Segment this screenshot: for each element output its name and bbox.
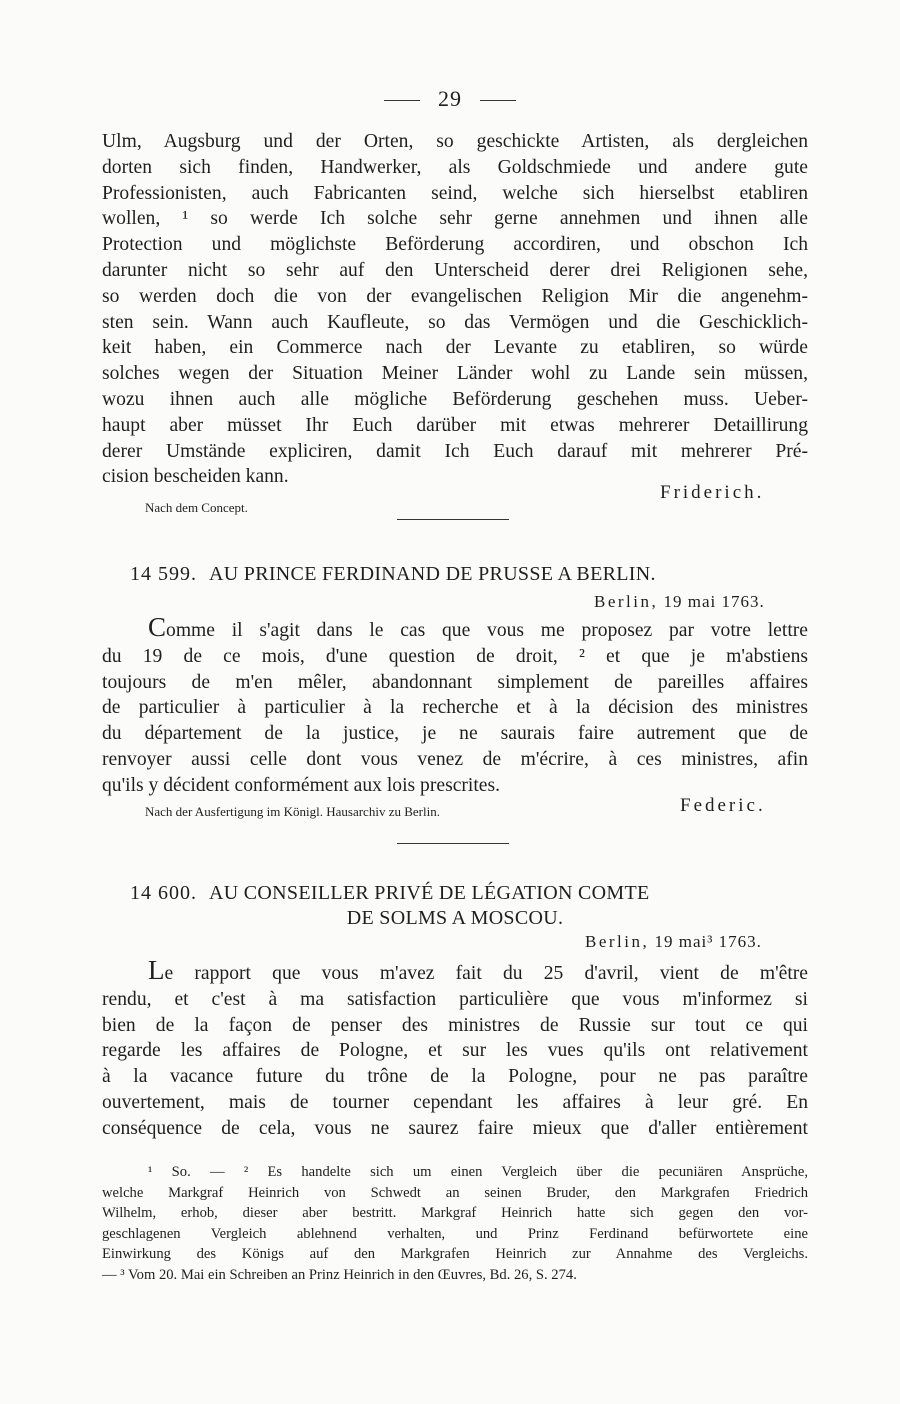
letter-number: 14 600. (130, 882, 197, 904)
text-line: rendu, et c'est à ma satisfaction particulière que vous m'informez si (102, 988, 808, 1010)
text-line: haupt aber müsset Ihr Euch darüber mit etwas mehrerer Detaillirung (102, 414, 808, 436)
continued-letter-text (102, 129, 808, 490)
text-line: darunter nicht so sehr auf den Unterscheid derer drei Religionen sehe, (102, 259, 808, 281)
letter-title: AU CONSEILLER PRIVÉ DE LÉGATION COMTE (209, 882, 650, 904)
text-line-content: omme il s'agit dans le cas que vous me proposez par votre lettre (166, 620, 808, 641)
dateline-place: Berlin, (585, 932, 650, 951)
text-line: so werden doch die von der evangelischen Religion Mir die angenehm- (102, 285, 808, 307)
text-line: toujours de m'en mêler, abandonnant simplement de pareilles affaires (102, 671, 808, 693)
text-line-content: e rapport que vous m'avez fait du 25 d'avril, vient de m'être (164, 963, 808, 984)
letter-text (102, 612, 808, 799)
source-note: Nach der Ausfertigung im Königl. Hausarchiv zu Berlin. (145, 804, 440, 819)
letter-title-line2: DE SOLMS A MOSCOU. (346, 907, 564, 929)
footnote-line: Wilhelm, erhob, dieser aber bestritt. Markgraf Heinrich hatte sich gegen den vor- (102, 1205, 808, 1222)
footnotes (102, 1162, 808, 1286)
page-number: 29 (438, 86, 462, 111)
footnote-line: ¹ So. — ² Es handelte sich um einen Vergleich über die pecuniären Ansprüche, (148, 1164, 808, 1180)
text-line: sten sein. Wann auch Kaufleute, so das Vermögen und die Geschicklich- (102, 311, 808, 333)
initial-letter: L (148, 955, 165, 985)
text-line: du département de la justice, je ne saurais faire autrement que de (102, 723, 808, 745)
letter-number: 14 599. (130, 563, 197, 585)
text-line: ouvertement, mais de tourner cependant les affaires à leur gré. En (102, 1091, 808, 1113)
text-line: du 19 de ce mois, d'une question de droit, ² et que je m'abstiens (102, 645, 808, 667)
letter-text (102, 955, 808, 1142)
text-line: regarde les affaires de Pologne, et sur les vues qu'ils ont relativement (102, 1040, 808, 1062)
dateline-date: 19 mai³ 1763. (654, 932, 762, 951)
text-line: conséquence de cela, vous ne saurez faire mieux que d'aller entièrement (102, 1117, 808, 1139)
text-line: Professionisten, auch Fabricanten seind, welche sich hierselbst etabliren (102, 182, 808, 204)
letter-heading (130, 562, 780, 587)
text-line: Ulm, Augsburg und der Orten, so geschickte Artisten, als dergleichen (102, 131, 808, 152)
letter-title: AU PRINCE FERDINAND DE PRUSSE A BERLIN. (209, 563, 656, 585)
text-line (102, 612, 808, 644)
letter-heading (130, 881, 780, 931)
text-line: à la vacance future du trône de la Pologne, pour ne pas paraître (102, 1066, 808, 1088)
text-line: qu'ils y décident conformément aux lois prescrites. (102, 774, 501, 796)
text-line: solches wegen der Situation Meiner Länder wohl zu Lande sein müssen, (102, 363, 808, 385)
header-dash-right (480, 100, 516, 101)
source-note: Nach dem Concept. (145, 500, 248, 515)
section-divider (397, 519, 509, 520)
text-line: wozu ihnen auch alle mögliche Beförderung geschehen muss. Ueber- (102, 388, 808, 410)
footnote-line: welche Markgraf Heinrich von Schwedt an seinen Bruder, den Markgrafen Friedrich (102, 1184, 808, 1201)
text-line: Protection und möglichste Beförderung accordiren, und obschon Ich (102, 234, 808, 256)
signature: Friderich. (660, 482, 765, 503)
text-line: dorten sich finden, Handwerker, als Goldschmiede und andere gute (102, 156, 808, 178)
page-header (0, 86, 900, 112)
dateline-place: Berlin, (594, 592, 659, 611)
text-line: renvoyer aussi celle dont vous venez de m'écrire, à ces ministres, afin (102, 748, 808, 770)
footnote-line: — ³ Vom 20. Mai ein Schreiben an Prinz Heinrich in den Œuvres, Bd. 26, S. 274. (102, 1266, 577, 1283)
text-line: cision bescheiden kann. (102, 466, 289, 488)
text-line: bien de la façon de penser des ministres de Russie sur tout ce qui (102, 1014, 808, 1036)
text-line: derer Umstände expliciren, damit Ich Euch darauf mit mehrerer Pré- (102, 440, 808, 462)
text-line: de particulier à particulier à la recherche et à la décision des ministres (102, 697, 808, 719)
signature: Federic. (680, 795, 766, 816)
dateline-date: 19 mai 1763. (663, 592, 765, 611)
header-dash-left (384, 100, 420, 101)
text-line: keit haben, ein Commerce nach der Levante zu etabliren, so würde (102, 337, 808, 359)
dateline (585, 932, 762, 952)
dateline (594, 592, 765, 612)
footnote-line: geschlagenen Vergleich ablehnend verhalten, und Prinz Ferdinand befürwortete eine (102, 1225, 808, 1242)
text-line (102, 955, 808, 987)
footnote-line: Einwirkung des Königs auf den Markgrafen Heinrich zur Annahme des Vergleichs. (102, 1246, 808, 1263)
text-line: wollen, ¹ so werde Ich solche sehr gerne annehmen und ihnen alle (102, 208, 808, 230)
initial-letter: C (148, 612, 167, 642)
section-divider (397, 843, 509, 844)
